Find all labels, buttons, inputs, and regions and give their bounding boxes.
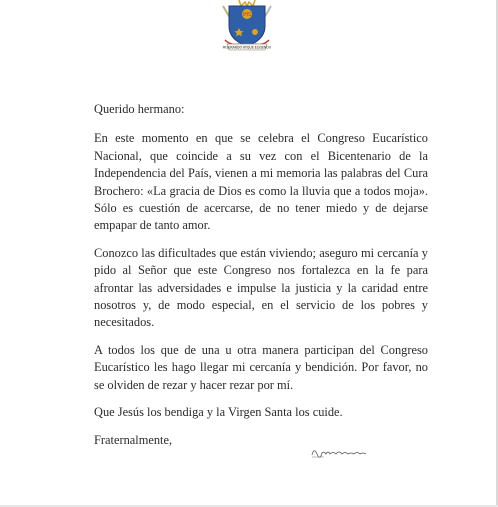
closing: Fraternalmente, — [94, 432, 173, 447]
crest-motto: MISERANDO ATQUE ELIGENDO — [222, 45, 272, 50]
svg-text:IHS: IHS — [242, 12, 252, 18]
letter-body — [94, 101, 428, 459]
paragraph-4: Que Jesús los bendiga y la Virgen Santa los cuide. — [94, 405, 343, 420]
paragraph-1: En este momento en que se celebra el Congreso Eucarístico Nacional, que coincide a su vez con el Bicentenario de la Independencia del País, vienen a mi memoria las palabras del Cura Brochero: «La gracia de Dios es como la lluvia que a todos moja». Sólo es cuestión de acercarse, de no tener miedo y de dejarse empapar de tanto amor. — [94, 131, 428, 233]
paragraph-3: A todos los que de una u otra manera participan del Congreso Eucarístico les hago llegar mi cercanía y bendición. Por favor, no se olviden de rezar y hacer rezar por mí. — [94, 342, 428, 392]
papal-coat-of-arms — [211, 0, 283, 52]
salutation: Querido hermano: — [94, 102, 185, 116]
signature — [310, 445, 370, 459]
paragraph-2: Conozco las dificultades que están viviendo; aseguro mi cercanía y pido al Señor que este Congreso nos fortalezca en la fe para afrontar las adversidades e impulse la justicia y la caridad entre nosotros y, de modo especial, en el servicio de los pobres y necesitados. — [94, 245, 428, 330]
